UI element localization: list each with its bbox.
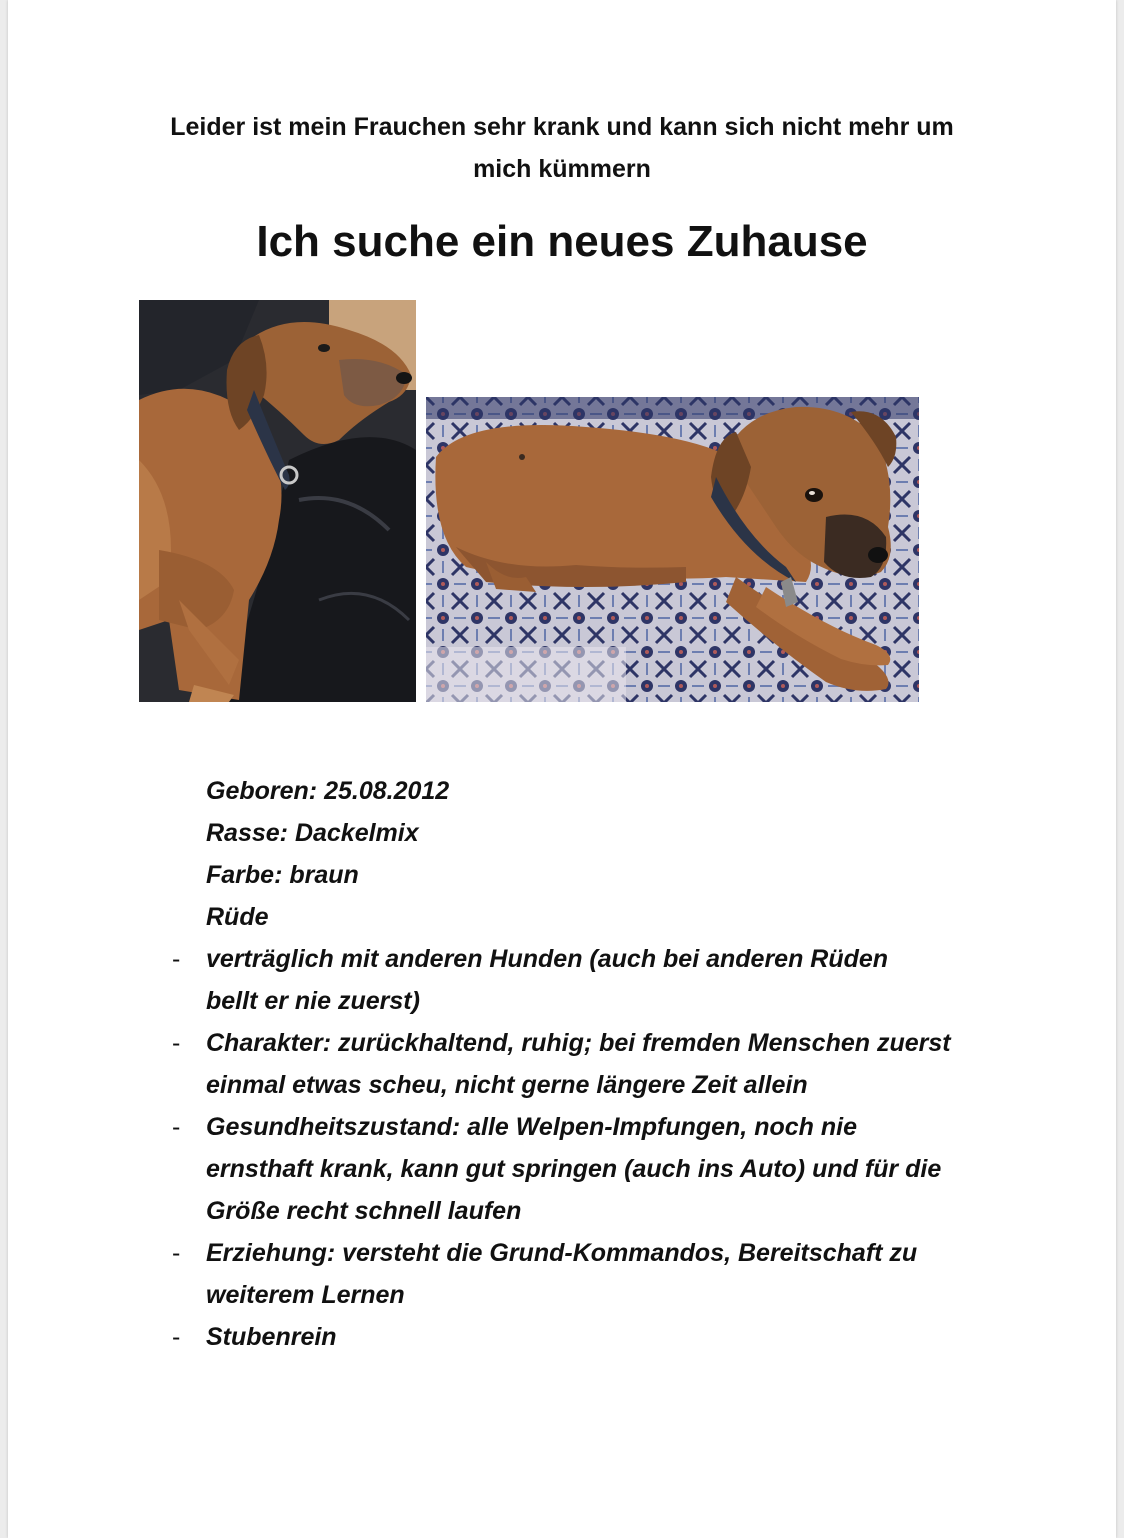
- list-item: [168, 938, 1068, 1022]
- list-item: [168, 1316, 1068, 1358]
- fact-sex: Rüde: [206, 903, 269, 931]
- list-item: [168, 1232, 1068, 1316]
- fact-born: Geboren: 25.08.2012: [206, 777, 450, 805]
- page-title: Ich suche ein neues Zuhause: [256, 217, 868, 266]
- list-item-line: ernsthaft krank, kann gut springen (auch ins Auto) und für die: [206, 1155, 942, 1183]
- list-item-line: Charakter: zurückhaltend, ruhig; bei fremden Menschen zuerst: [206, 1029, 951, 1057]
- bullet-dash: -: [172, 1323, 181, 1351]
- list-item-line: verträglich mit anderen Hunden (auch bei anderen Rüden: [206, 945, 889, 973]
- list-item: [168, 1106, 1068, 1232]
- subtitle: [8, 106, 1116, 190]
- bullet-dash: -: [172, 945, 181, 973]
- fact-breed: Rasse: Dackelmix: [206, 819, 419, 847]
- dog-on-rug-icon: [426, 397, 919, 702]
- subtitle-line: Leider ist mein Frauchen sehr krank und kann sich nicht mehr um: [170, 113, 954, 141]
- list-item-line: Erziehung: versteht die Grund-Kommandos, Bereitschaft zu: [206, 1239, 918, 1267]
- dog-photo-sofa: [139, 300, 416, 702]
- bullet-dash: -: [172, 1113, 181, 1141]
- dog-facts: [206, 770, 1066, 938]
- list-item-line: Stubenrein: [206, 1323, 337, 1351]
- list-item-line: bellt er nie zuerst): [206, 987, 420, 1015]
- subtitle-line: mich kümmern: [473, 155, 651, 183]
- list-item-line: Größe recht schnell laufen: [206, 1197, 522, 1225]
- list-item-line: einmal etwas scheu, nicht gerne längere Zeit allein: [206, 1071, 808, 1099]
- fact-color: Farbe: braun: [206, 861, 359, 889]
- dog-on-sofa-icon: [139, 300, 416, 702]
- document-page: [8, 0, 1116, 1538]
- list-item-line: weiterem Lernen: [206, 1281, 405, 1309]
- list-item-line: Gesundheitszustand: alle Welpen-Impfungen, noch nie: [206, 1113, 857, 1141]
- bullet-dash: -: [172, 1029, 181, 1057]
- dog-photo-rug: [426, 397, 919, 702]
- characteristics-list: [168, 938, 1068, 1358]
- list-item: [168, 1022, 1068, 1106]
- bullet-dash: -: [172, 1239, 181, 1267]
